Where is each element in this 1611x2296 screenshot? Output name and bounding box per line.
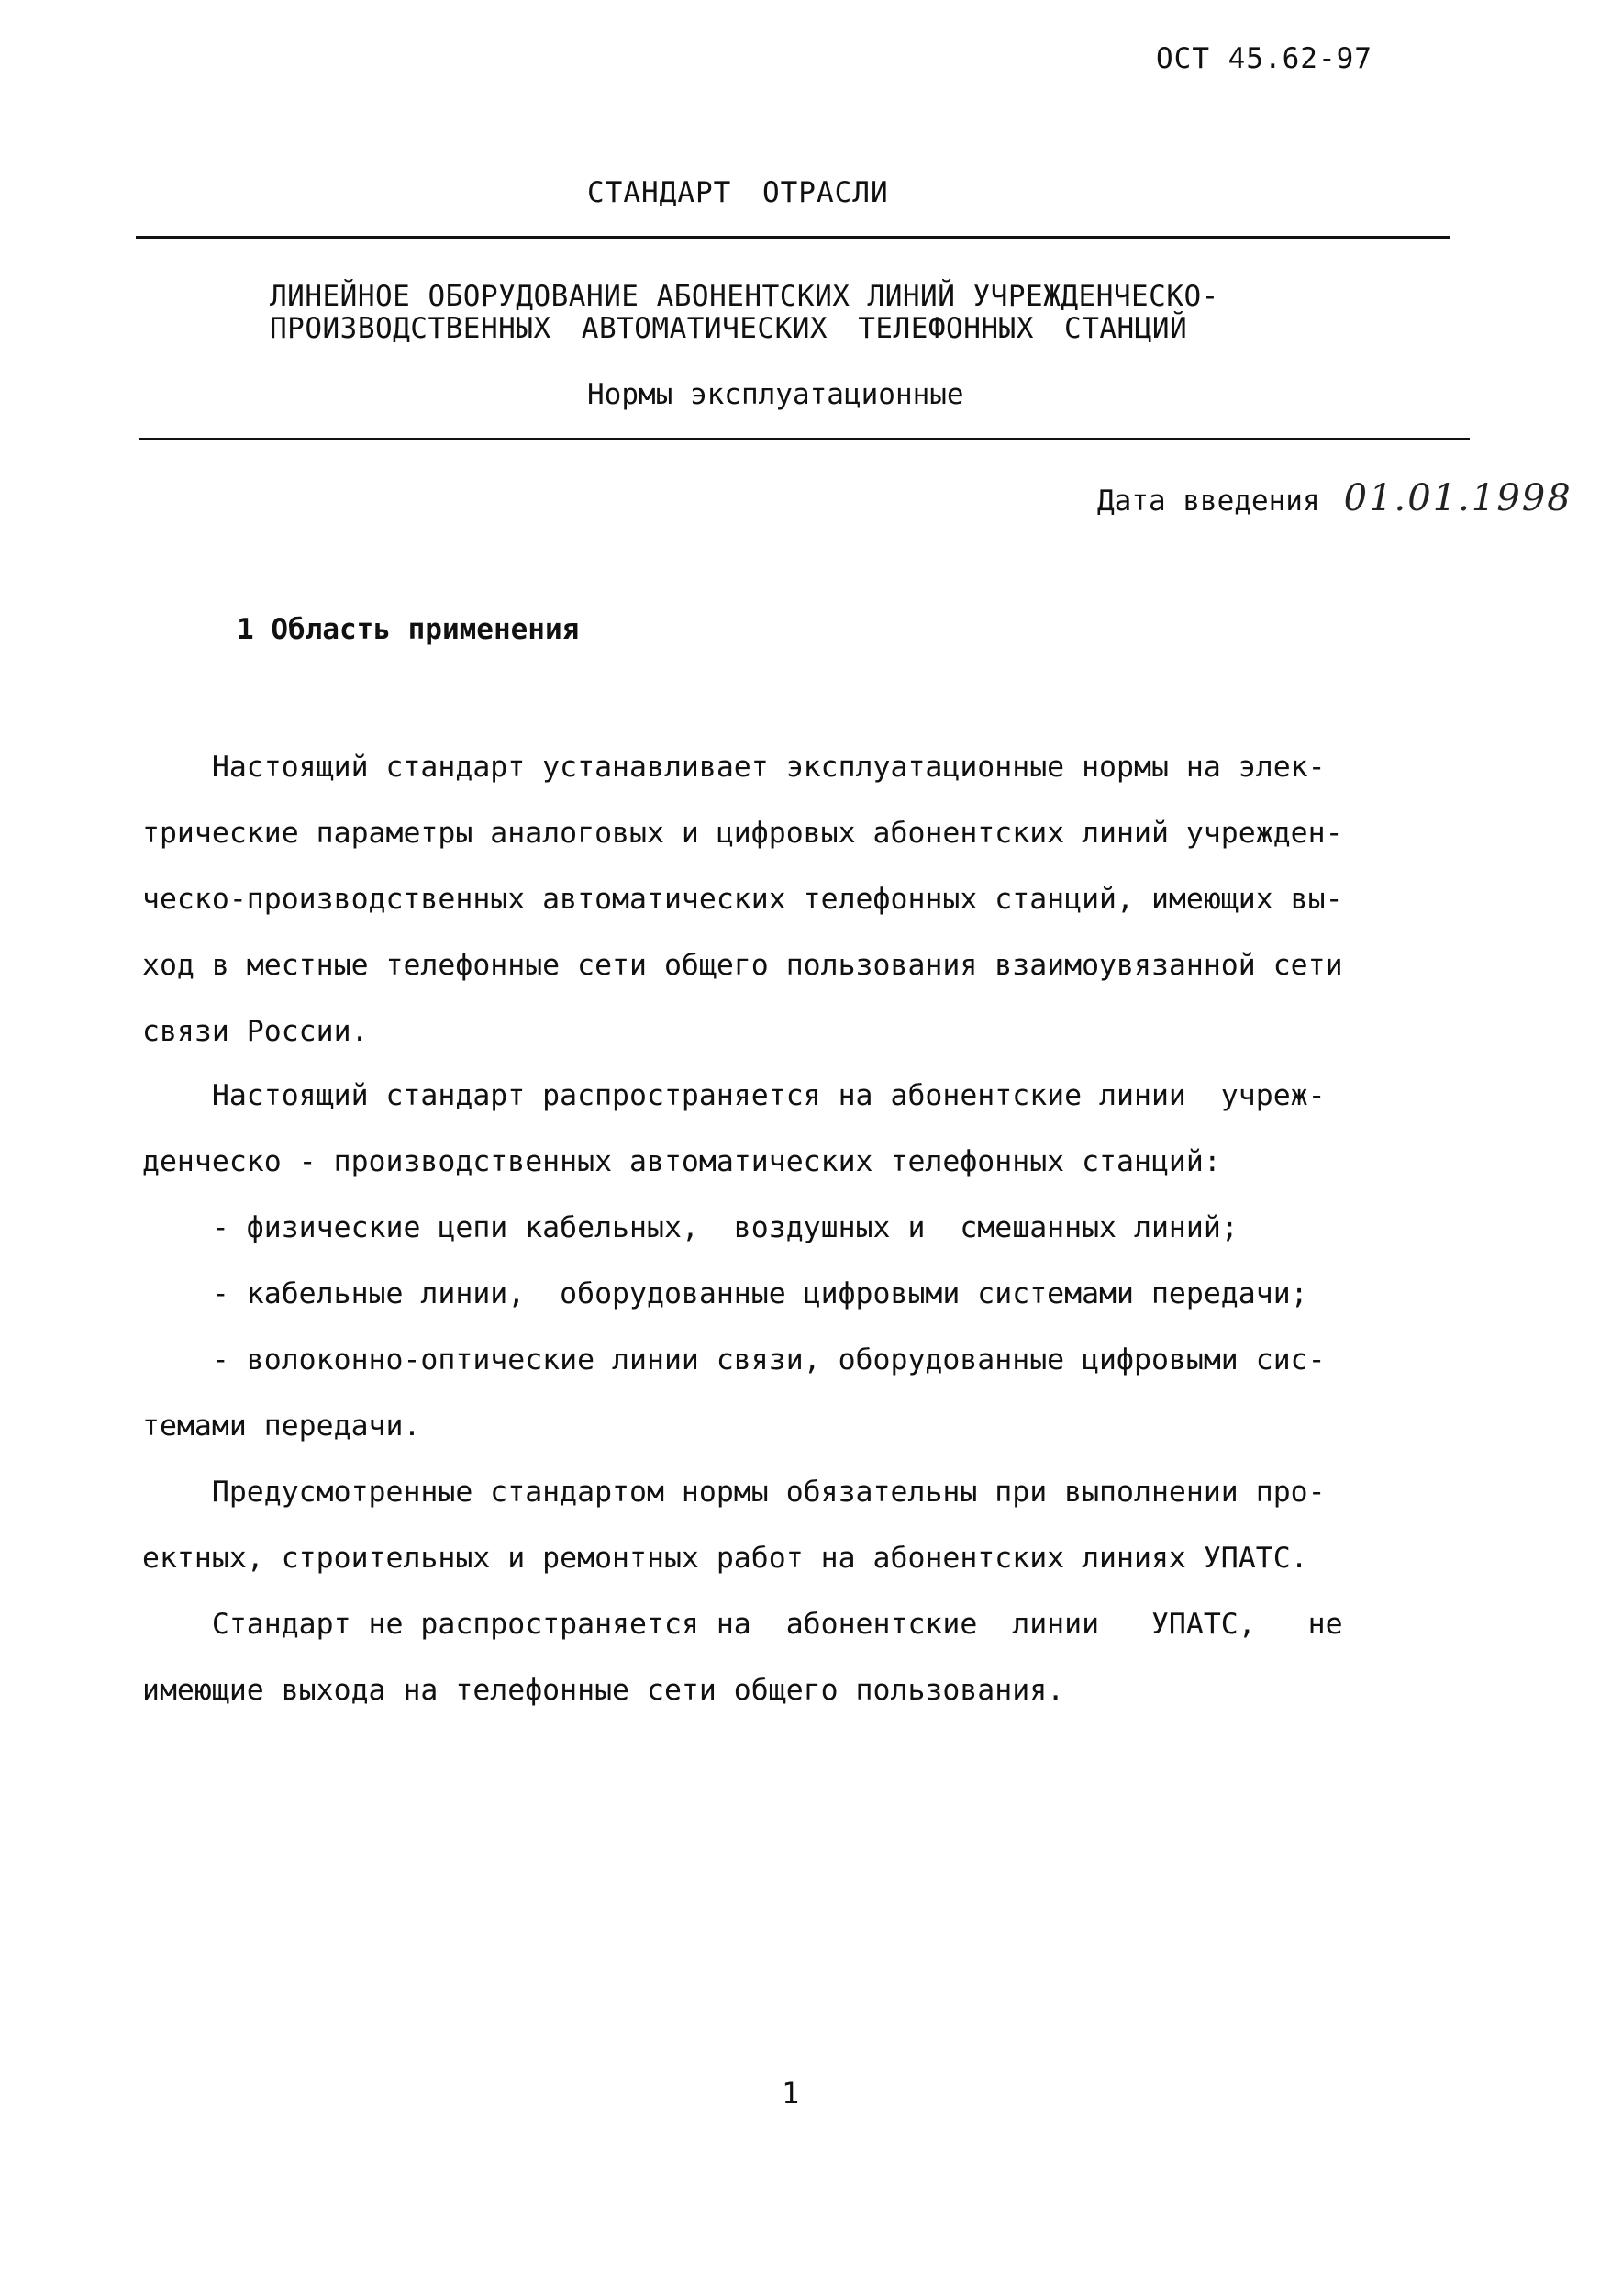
paragraph-exclusion (142, 1591, 1493, 1723)
top-divider (136, 236, 1450, 239)
text-line: Настоящий стандарт распространяется на абонентские линии учреж- (142, 1079, 1326, 1112)
text-line: связи России. (142, 1015, 369, 1048)
standard-heading: СТАНДАРТ ОТРАСЛИ (587, 176, 889, 209)
paragraph-requirements (142, 1459, 1493, 1591)
paragraph-scope (142, 734, 1493, 1064)
text-line: ческо-производственных автоматических телефонных станций, имеющих вы- (142, 883, 1343, 916)
paragraph-application (142, 1063, 1493, 1459)
list-item: - физические цепи кабельных, воздушных и смешанных линий; (142, 1211, 1239, 1244)
page-number: 1 (782, 2076, 800, 2111)
text-line: трические параметры аналоговых и цифровых абонентских линий учрежден- (142, 817, 1343, 850)
introduction-date-label: Дата введения (1097, 485, 1320, 518)
title-line-2: ПРОИЗВОДСТВЕННЫХ АВТОМАТИЧЕСКИХ ТЕЛЕФОННЫХ СТАНЦИЙ (270, 312, 1188, 345)
handwritten-date: 01.01.1998 (1343, 477, 1572, 519)
subtitle: Нормы эксплуатационные (587, 378, 964, 411)
section-heading: 1 Область применения (237, 613, 580, 646)
text-line: Настоящий стандарт устанавливает эксплуатационные нормы на элек- (142, 751, 1326, 784)
text-line: ход в местные телефонные сети общего пользования взаимоувязанной сети (142, 949, 1343, 982)
document-code: ОСТ 45.62-97 (1156, 42, 1372, 75)
text-line: ектных, строительных и ремонтных работ на абонентских линиях УПАТС. (142, 1542, 1308, 1575)
text-line: Стандарт не распространяется на абонентские линии УПАТС, не (142, 1608, 1343, 1641)
bottom-divider (139, 438, 1470, 440)
text-line: Предусмотренные стандартом нормы обязательны при выполнении про- (142, 1476, 1326, 1509)
text-line: имеющие выхода на телефонные сети общего пользования. (142, 1674, 1065, 1707)
list-item: - кабельные линии, оборудованные цифровыми системами передачи; (142, 1277, 1308, 1310)
text-line: темами передачи. (142, 1410, 421, 1443)
title-line-1: ЛИНЕЙНОЕ ОБОРУДОВАНИЕ АБОНЕНТСКИХ ЛИНИЙ УЧРЕЖДЕНЧЕСКО- (270, 280, 1219, 313)
text-line: денческо - производственных автоматических телефонных станций: (142, 1145, 1221, 1178)
introduction-date (1097, 477, 1572, 519)
list-item: - волоконно-оптические линии связи, оборудованные цифровыми сис- (142, 1343, 1326, 1376)
